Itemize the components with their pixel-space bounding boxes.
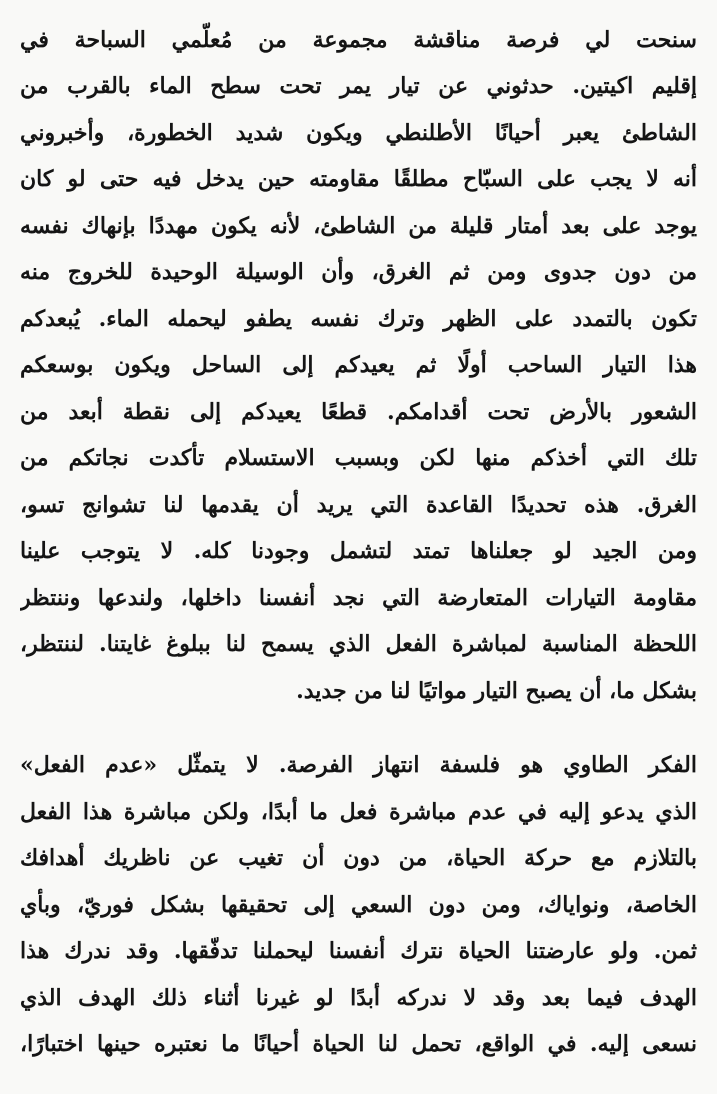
text-line: نسعى إليه. في الواقع، تحمل لنا الحياة أحيانًا ما نعتبره حينها اختبارًا، [20, 1031, 697, 1057]
text-line: يوجد على بعد أمتار قليلة من الشاطئ، لأنه يكون مهددًا بإنهاك نفسه [20, 213, 697, 239]
text-line: سنحت لي فرصة مناقشة مجموعة من مُعلّمي السباحة في [20, 27, 697, 53]
text-line: هذا التيار الساحب أولًا ثم يعيدكم إلى الساحل ويكون بوسعكم [20, 352, 697, 378]
text-line: الفكر الطاوي هو فلسفة انتهاز الفرصة. لا يتمثّل «عدم الفعل» [20, 752, 697, 778]
text-line: الذي يدعو إليه في عدم مباشرة فعل ما أبدًا، ولكن مباشرة هذا الفعل [20, 799, 697, 825]
text-line: الخاصة، ونواياك، ومن دون السعي إلى تحقيقها بشكل فوريّ، وبأي [20, 892, 697, 918]
text-line: أنه لا يجب على السبّاح مطلقًا مقاومته حين يدخل فيه حتى لو كان [20, 166, 697, 192]
text-line: الغرق. هذه تحديدًا القاعدة التي يريد أن يقدمها لنا تشوانج تسو، [20, 492, 697, 518]
text-line: تلك التي أخذكم منها لكن وبسبب الاستسلام تأكدت نجاتكم من [20, 445, 697, 471]
text-line: الشاطئ يعبر أحيانًا الأطلنطي ويكون شديد الخطورة، وأخبروني [20, 120, 697, 146]
text-line: تكون بالتمدد على الظهر وترك نفسه يطفو ليحمله الماء. يُبعدكم [20, 306, 697, 332]
text-line: من دون جدوى ومن ثم الغرق، وأن الوسيلة الوحيدة للخروج منه [20, 259, 697, 285]
text-line: بالتلازم مع حركة الحياة، من دون أن تغيب عن ناظريك أهدافك [20, 845, 697, 871]
text-line: ومن الجيد لو جعلناها تمتد لتشمل وجودنا كله. لا يتوجب علينا [20, 538, 697, 564]
text-line: إقليم اكيتين. حدثوني عن تيار يمر تحت سطح الماء بالقرب من [20, 73, 697, 99]
text-line: ثمن. ولو عارضتنا الحياة نترك أنفسنا ليحملنا تدفّقها. وقد ندرك هذا [20, 938, 697, 964]
text-line: اللحظة المناسبة لمباشرة الفعل الذي يسمح لنا ببلوغ غايتنا. لننتظر، [20, 631, 697, 657]
text-line: الشعور بالأرض تحت أقدامكم. قطعًا يعيدكم إلى نقطة أبعد من [20, 399, 697, 425]
text-line: الهدف فيما بعد وقد لا ندركه أبدًا لو غيرنا أثناء ذلك الهدف الذي [20, 985, 697, 1011]
text-line: بشكل ما، أن يصبح التيار مواتيًا لنا من جديد. [296, 678, 697, 704]
text-line: مقاومة التيارات المتعارضة التي نجد أنفسنا داخلها، ولندعها وننتظر [20, 585, 697, 611]
